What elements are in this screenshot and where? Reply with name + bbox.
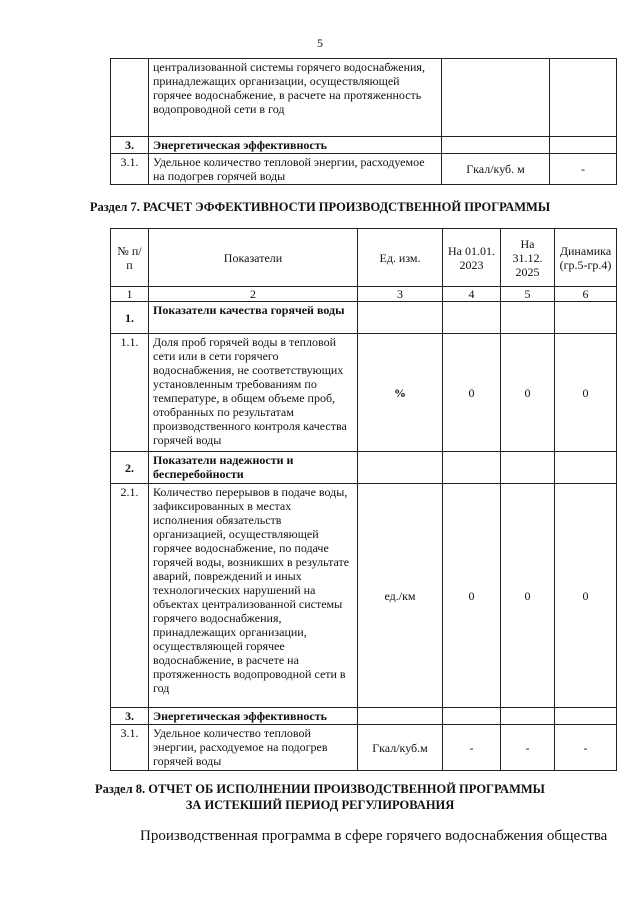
header-cell: На 31.12. 2025	[501, 229, 555, 287]
row-number: 3.1.	[111, 154, 149, 185]
table-cell	[550, 59, 617, 137]
row-value: -	[555, 725, 617, 771]
row-unit: Гкал/куб. м	[442, 154, 550, 185]
table-cell	[555, 302, 617, 334]
section-number: 3.	[111, 708, 149, 725]
column-number: 5	[501, 287, 555, 302]
row-value: -	[501, 725, 555, 771]
body-paragraph: Производственная программа в сфере горячего водоснабжения общества	[140, 828, 608, 844]
table-cell	[443, 708, 501, 725]
column-number: 2	[149, 287, 358, 302]
row-value: -	[550, 154, 617, 185]
column-number: 1	[111, 287, 149, 302]
table-cell	[501, 708, 555, 725]
section-title: Показатели качества горячей воды	[149, 302, 358, 334]
row-value: -	[443, 725, 501, 771]
column-number: 6	[555, 287, 617, 302]
row-value: 0	[555, 484, 617, 708]
row-unit: Гкал/куб.м	[358, 725, 443, 771]
section-7-heading: Раздел 7. РАСЧЕТ ЭФФЕКТИВНОСТИ ПРОИЗВОДСТВЕННОЙ ПРОГРАММЫ	[89, 200, 551, 214]
section-number: 3.	[111, 137, 149, 154]
table-cell	[555, 708, 617, 725]
section-title: Показатели надежности и бесперебойности	[149, 452, 358, 484]
row-number: 2.1.	[111, 484, 149, 708]
column-number: 3	[358, 287, 443, 302]
header-cell: № п/п	[111, 229, 149, 287]
row-text-continuation: централизованной системы горячего водоснабжения, принадлежащих организации, осуществляющей горячее водоснабжение, в расчете на протяженность водопроводной сети в год	[149, 59, 442, 137]
section-8-heading-line-2: ЗА ИСТЕКШИЙ ПЕРИОД РЕГУЛИРОВАНИЯ	[185, 798, 455, 812]
section-number: 1.	[111, 302, 149, 334]
table-cell	[442, 137, 550, 154]
table-cell	[501, 302, 555, 334]
table-cell	[550, 137, 617, 154]
table-cell	[358, 708, 443, 725]
row-value: 0	[555, 334, 617, 452]
page-number: 5	[317, 36, 323, 50]
row-value: 0	[501, 334, 555, 452]
section-title: Энергетическая эффективность	[149, 708, 358, 725]
table-cell	[442, 59, 550, 137]
row-value: 0	[443, 484, 501, 708]
section-number: 2.	[111, 452, 149, 484]
row-text: Удельное количество тепловой энергии, расходуемое на подогрев горячей воды	[149, 725, 358, 771]
table-cell	[501, 452, 555, 484]
row-number: 1.1.	[111, 334, 149, 452]
header-cell: Показатели	[149, 229, 358, 287]
row-text: Доля проб горячей воды в тепловой сети или в сети горячего водоснабжения, не соответствующих установленным требованиям по температуре, в общем объеме проб, отобранных по результатам производственного контроля качества горячей воды	[149, 334, 358, 452]
row-value: 0	[443, 334, 501, 452]
table-cell	[555, 452, 617, 484]
table-cell	[111, 59, 149, 137]
row-text: Удельное количество тепловой энергии, расходуемое на подогрев горячей воды	[149, 154, 442, 185]
table-cell	[358, 302, 443, 334]
row-unit: ед./км	[358, 484, 443, 708]
table-cell	[443, 302, 501, 334]
row-unit: %	[358, 334, 443, 452]
continued-table	[110, 58, 617, 185]
header-cell: Динамика (гр.5-гр.4)	[555, 229, 617, 287]
table-cell	[358, 452, 443, 484]
row-number: 3.1.	[111, 725, 149, 771]
row-value: 0	[501, 484, 555, 708]
header-cell: Ед. изм.	[358, 229, 443, 287]
header-cell: На 01.01. 2023	[443, 229, 501, 287]
row-text: Количество перерывов в подаче воды, зафиксированных в местах исполнения обязательств организацией, осуществляющей горячее водоснабжение, по подаче горячей воды, возникших в результате аварий, повреждений и иных технологических нарушений на объектах централизованной системы горячего водоснабжения, принадлежащих организации, осуществляющей горячее водоснабжение, в расчете на протяженность водопроводной сети в год	[149, 484, 358, 708]
efficiency-table	[110, 228, 617, 771]
table-cell	[443, 452, 501, 484]
section-title: Энергетическая эффективность	[149, 137, 442, 154]
section-8-heading-line-1: Раздел 8. ОТЧЕТ ОБ ИСПОЛНЕНИИ ПРОИЗВОДСТВЕННОЙ ПРОГРАММЫ	[95, 782, 545, 796]
column-number: 4	[443, 287, 501, 302]
